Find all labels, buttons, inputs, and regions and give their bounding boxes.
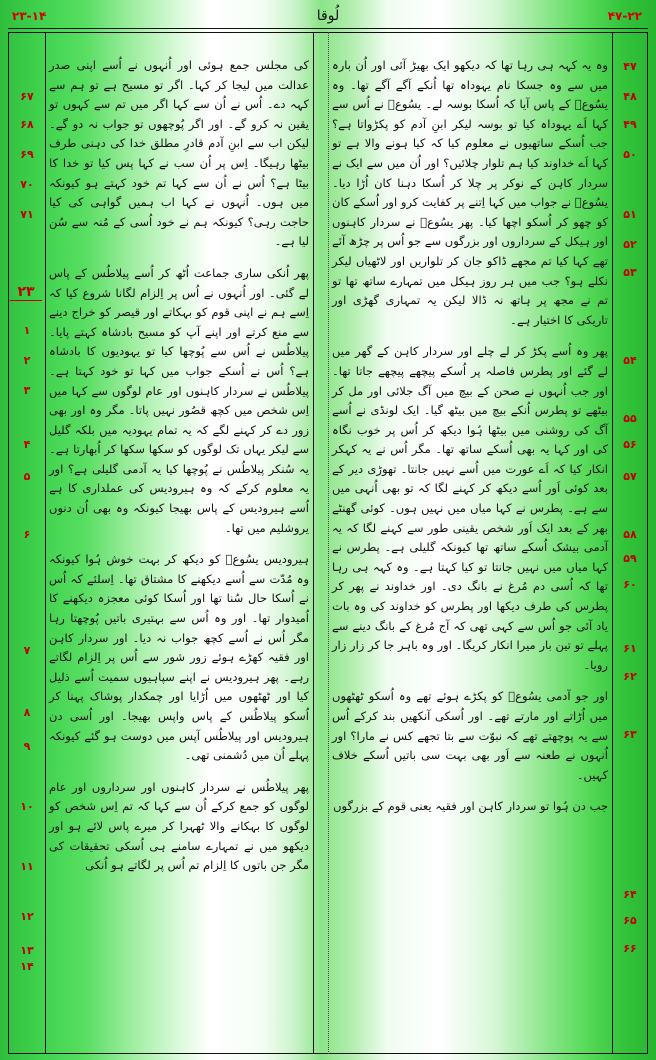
- verse-number: ۵۸: [623, 528, 637, 541]
- verse-number: ۶۳: [623, 728, 637, 741]
- verse-number: ۶۸: [20, 118, 34, 131]
- verse-number: ۱۲: [20, 910, 34, 923]
- verse-number: ۵۶: [623, 438, 637, 451]
- divider-center: [313, 32, 314, 1054]
- verse-number: ۵۹: [623, 552, 637, 565]
- verse-number: ۴: [23, 438, 31, 451]
- verse-number: ۵۱: [623, 208, 637, 221]
- verse-number: ۶۱: [623, 642, 637, 655]
- verse-number: ۵: [23, 470, 31, 483]
- verse-number: ۶۲: [623, 670, 637, 683]
- paragraph: پھر اُنکی ساری جماعت اُٹھ کر اُسے پیلاطُس کے پاس لے گئی۔ اور اُنہوں نے اُس پر اِلزام لگانا شروع کیا کہ اِسے ہم نے اپنی قوم کو بہکاتے اور قیصر کو خراج دینے سے منع کرتے اور اپنے آپ کو مسیح بادشاہ کہتے پایا۔ پیلاطُس نے اُس سے پُوچھا کیا تو یہودیوں کا بادشاہ ہے؟ اُس نے اُسکے جواب میں کہا تو خود کہتا ہے۔ پیلاطُس نے سردار کاہنوں اور عام لوگوں سے کہا میں اِس شخص میں کچھ قصُور نہیں پاتا۔ مگر وہ اور بھی زور دے کر کہنے لگے کہ یہ تمام یہودیہ میں بلکہ گلیل سے لیکر یہاں تک لوگوں کو سکھا سکھا کر اُبھارتا ہے۔ یہ سُنکر پیلاطُس نے پُوچھا کیا یہ آدمی گلیلی ہے؟ اور یہ معلوم کرکے کہ وہ ہیرودیس کی عملداری کا ہے اُسے ہیرودیس کے پاس بھیجا کیونکہ وہ بھی اُن دنوں یروشلیم میں تھا۔: [49, 265, 309, 535]
- verse-number: ۷۱: [20, 208, 34, 221]
- verse-number: ۲: [23, 354, 31, 367]
- divider-right-margin: [612, 32, 613, 1054]
- verse-number: ۴۸: [623, 90, 637, 103]
- paragraph: اور جو آدمی یسُوعؔ کو پکڑے ہوئے تھے وہ اُسکو ٹھٹھوں میں اُڑاتے اور مارتے تھے۔ اور اُسکی آنکھیں بند کرکے اُس سے یہ پوچھتے تھے کہ نبوّت سے بتا تجھے کس نے مارا؟ اور اُنہوں نے طعنہ سے اَور بھی بہت سی باتیں اُسکے خلاف کہیں۔: [332, 689, 608, 782]
- verse-number: ۶۴: [623, 888, 637, 901]
- verse-number: ۷: [23, 644, 31, 657]
- book-title: لُوقا: [316, 8, 340, 24]
- verse-number: ۵۲: [623, 238, 637, 251]
- paragraph: کی مجلس جمع ہوئی اور اُنہوں نے اُسے اپنی صدر عدالت میں لیجا کر کہا۔ اگر تو مسیح ہے تو ہم سے کہہ دے۔ اُس نے اُن سے کہا اگر میں تم سے کہوں تو یقین نہ کرو گے۔ اور اگر پُوچھوں تو جواب نہ دو گے۔ لیکن اب سے ابنِ آدم قادرِ مطلق خدا کی دہنی طرف بیٹھا رہیگا۔ اِس پر اُن سب نے کہا پس کیا تو خدا کا بیٹا ہے؟ اُس نے اُن سے کہا تم خود کہتے ہو کیونکہ میں ہوں۔ اُنہوں نے کہا اب ہمیں گواہی کی کیا حاجت رہی؟ کیونکہ ہم نے خود اُسی کے مُنہ سے سُن لیا ہے۔: [49, 58, 309, 249]
- verse-number: ۶۹: [20, 148, 34, 161]
- verse-number: ۴۹: [623, 118, 637, 131]
- paragraph: پھر وہ اُسے پکڑ کر لے چلے اور سردار کاہن کے گھر میں لے گئے اور پطرس فاصلہ پر اُسکے پیچھے پیچھے جاتا تھا۔ اور جب اُنہوں نے صحن کے بیچ میں آگ جلائی اور مل کر بیٹھے تو پطرس اُنکے بیچ میں بیٹھ گیا۔ ایک لونڈی نے اُسے آگ کی روشنی میں بیٹھا ہُوا دیکھ کر اُس پر خوب نگاہ کی اور کہا یہ بھی اُسکے ساتھ تھا۔ مگر اُس نے یہ کہکر انکار کیا کہ اَے عورت میں اُسے نہیں جانتا۔ تھوڑی دیر کے بعد کوئی اَور اُسے دیکھ کر کہنے لگا کہ تو بھی اُنہی میں سے ہے۔ پطرس نے کہا میاں میں نہیں ہوں۔ کوئی گھنٹے بھر کے بعد ایک اَور شخص یقینی طور سے کہنے لگا کہ یہ آدمی بیشک اُسکے ساتھ تھا کیونکہ گلیلی ہے۔ پطرس نے کہا میاں میں نہیں جانتا تو کیا کہتا ہے۔ وہ کہہ ہی رہا تھا کہ اُسی دم مُرغ نے بانگ دی۔ اور خداوند نے پھر کر پطرس کی طرف دیکھا اور پطرس کو خداوند کی وہ بات یاد آئی جو اُس سے کہی تھی کہ آج مُرغ کے بانگ دینے سے پہلے تو تین بار میرا انکار کریگا۔ اور وہ باہر جا کر زار زار رویا۔: [332, 344, 608, 672]
- verse-number: ۶۰: [623, 578, 637, 591]
- verse-number: ۱۱: [20, 860, 34, 873]
- verse-number: ۹: [23, 740, 31, 753]
- left-column-text: [49, 56, 309, 876]
- verse-number: ۵۰: [623, 148, 637, 161]
- header-range-left: ۲۳-۱۴: [12, 9, 47, 23]
- paragraph: وہ یہ کہہ ہی رہا تھا کہ دیکھو ایک بھیڑ آئی اور اُن بارہ میں سے وہ جسکا نام یہوداہ تھا اُنکے آگے آگے تھا۔ وہ یسُوعؔ کے پاس آیا کہ اُسکا بوسہ لے۔ یسُوعؔ نے اُس سے کہا اَے یہوداہ کیا تو بوسہ لیکر ابنِ آدم کو پکڑواتا ہے؟ جب اُسکے ساتھیوں نے معلوم کیا کہ کیا ہونے والا ہے تو کہا اَے خداوند کیا ہم تلوار چلائیں؟ اور اُن میں سے ایک نے سردار کاہن کے نوکر پر چلا کر اُسکا دہنا کان اُڑا دیا۔ یسُوعؔ نے جواب میں کہا اِتنے پر کفایت کرو اور اُسکے کان کو چھو کر اُسکو اچھا کیا۔ پھر یسُوعؔ نے سردار کاہنوں اور ہیکل کے سرداروں اور بزرگوں سے جو اُس پر چڑھ آئے تھے کہا کیا تم مجھے ڈاکو جان کر تلواریں اور لاٹھیاں لیکر نکلے ہو؟ جب میں ہر روز ہیکل میں تمہارے ساتھ تھا تو تم نے مجھ پر ہاتھ نہ ڈالا لیکن یہ تمہاری گھڑی اور تاریکی کا اختیار ہے۔: [332, 58, 608, 327]
- verse-number: ۶: [23, 528, 31, 541]
- verse-number: ۵۵: [623, 412, 637, 425]
- verse-number: ۳: [23, 384, 31, 397]
- paragraph: ہیرودیس یسُوعؔ کو دیکھ کر بہت خوش ہُوا کیونکہ وہ مُدّت سے اُسے دیکھنے کا مشتاق تھا۔ اِسلئے کہ اُس نے اُسکا حال سُنا تھا اور اُسکا کوئی معجزہ دیکھنے کا اُمیدوار تھا۔ اور وہ اُس سے بہتیری باتیں پُوچھتا رہا مگر اُس نے اُسے کچھ جواب نہ دیا۔ اور سردار کاہن اور فقیہ کھڑے ہوئے زور شور سے اُس پر اِلزام لگاتے رہے۔ پھر ہیرودیس نے اپنے سپاہیوں سمیت اُسے ذلیل کیا اور ٹھٹھوں میں اُڑایا اور چمکدار پوشاک پہنا کر اُسکو پیلاطُس کے پاس واپس بھیجا۔ اور اُسی دن ہیرودیس اور پیلاطُس آپس میں دوست ہو گئے کیونکہ پہلے اُن میں دُشمنی تھی۔: [49, 552, 309, 763]
- verse-number: ۱: [23, 324, 31, 337]
- page-header: [8, 8, 648, 29]
- verse-number: ۵۷: [623, 470, 637, 483]
- paragraph: جب دن ہُوا تو سردار کاہن اور فقیہ یعنی قوم کے بزرگوں: [333, 799, 608, 814]
- verse-number: ۵۳: [623, 266, 637, 279]
- verse-number: ۸: [23, 706, 31, 719]
- verse-number: ۵۴: [623, 354, 637, 367]
- paragraph: پھر پیلاطُس نے سردار کاہنوں اور سرداروں اور عام لوگوں کو جمع کرکے اُن سے کہا کہ تم اِس شخص کو لوگوں کا بہکانے والا ٹھہرا کر میرے پاس لائے ہو اور دیکھو میں نے تمہارے سامنے ہی اُسکی تحقیقات کی مگر جن باتوں کا اِلزام تم اُس پر لگاتے ہو اُنکی: [49, 779, 309, 873]
- right-column-text: [332, 56, 608, 817]
- verse-number: ۱۰: [20, 800, 34, 813]
- verse-number: ۶۷: [20, 90, 34, 103]
- verse-number: ۷۰: [20, 178, 34, 191]
- verse-number: ۱۴: [20, 960, 34, 973]
- divider-center-dotted: [328, 32, 329, 1054]
- verse-number: ۱۳: [20, 944, 34, 957]
- verse-number: ۶۶: [623, 942, 637, 955]
- verse-number: ۶۵: [623, 914, 637, 927]
- chapter-number: ۲۳: [10, 284, 42, 301]
- verse-number: ۴۷: [623, 60, 637, 73]
- divider-left-margin: [45, 32, 46, 1054]
- header-range-right: ۴۷-۲۲: [607, 9, 642, 23]
